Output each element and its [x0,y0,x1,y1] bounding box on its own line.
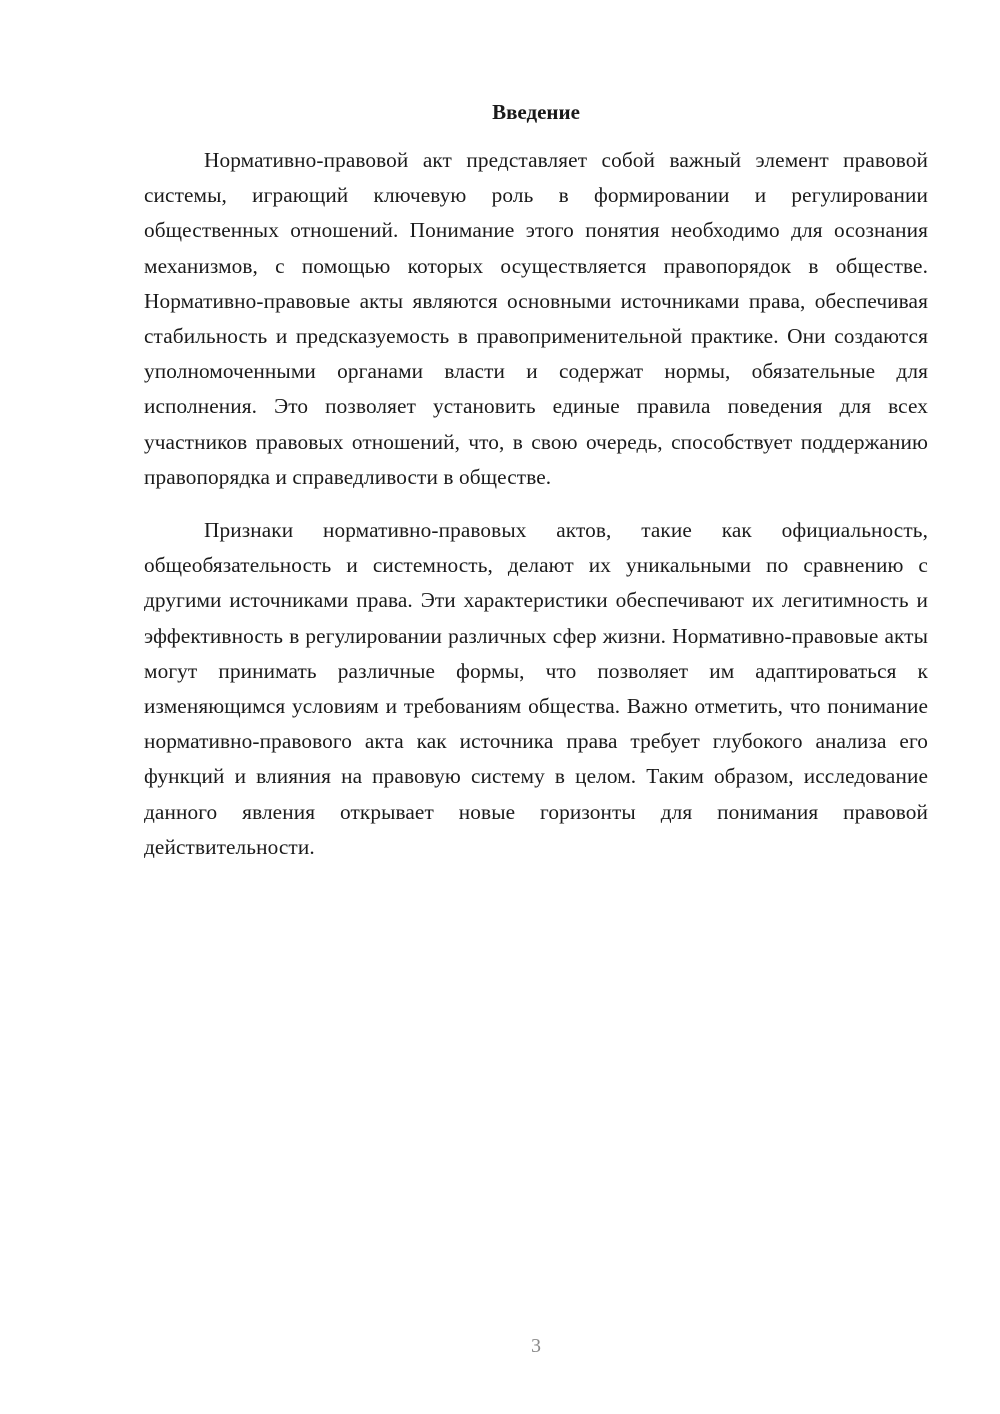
body-text [144,143,928,865]
section-heading: Введение [492,100,580,124]
page-number: 3 [531,1335,541,1357]
paragraph-1: Нормативно-правовой акт представляет собой важный элемент правовой системы, играющий ключевую роль в формировании и регулировании общественных отношений. Понимание этого понятия необходимо для осознания механизмов, с помощью которых осуществляется правопорядок в обществе. Нормативно-правовые акты являются основными источниками права, обеспечивая стабильность и предсказуемость в правоприменительной практике. Они создаются уполномоченными органами власти и содержат нормы, обязательные для исполнения. Это позволяет установить единые правила поведения для всех участников правовых отношений, что, в свою очередь, способствует поддержанию правопорядка и справедливости в обществе. [144,148,928,489]
paragraph-2: Признаки нормативно-правовых актов, такие как официальность, общеобязательность и системность, делают их уникальными по сравнению с другими источниками права. Эти характеристики обеспечивают их легитимность и эффективность в регулировании различных сфер жизни. Нормативно-правовые акты могут принимать различные формы, что позволяет им адаптироваться к изменяющимся условиям и требованиям общества. Важно отметить, что понимание нормативно-правового акта как источника права требует глубокого анализа его функций и влияния на правовую систему в целом. Таким образом, исследование данного явления открывает новые горизонты для понимания правовой действительности. [144,518,928,859]
